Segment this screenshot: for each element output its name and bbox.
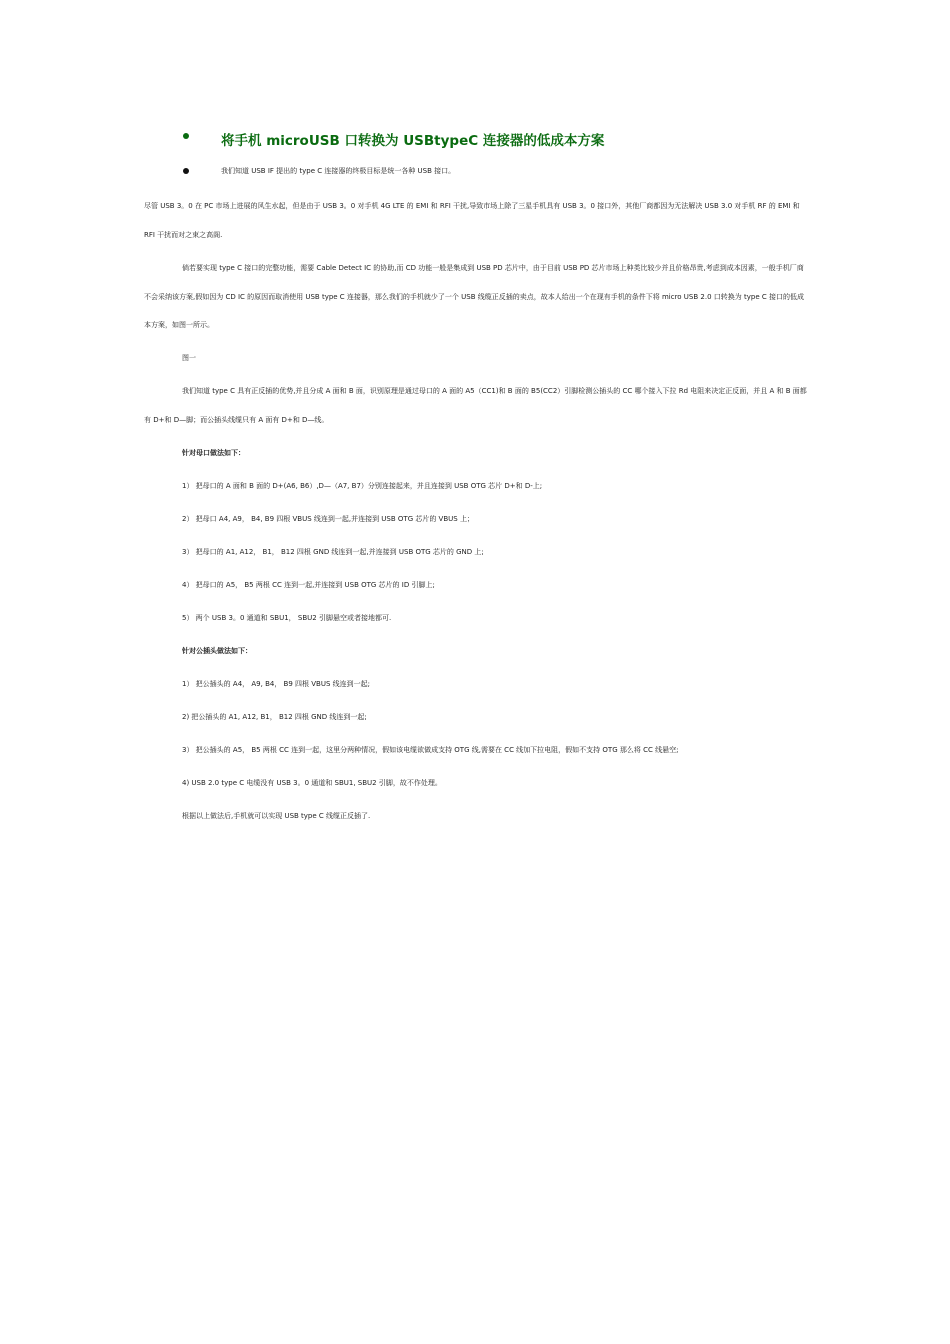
list-item: 1） 把公插头的 A4， A9, B4， B9 四根 VBUS 线连到一起; [182, 680, 370, 688]
list-item: 3） 把公插头的 A5， B5 两根 CC 连到一起，这里分两种情况，假如该电缆欲做成支持 OTG 线,需要在 CC 线加下拉电阻，假如不支持 OTG 那么将 CC 线悬空; [182, 746, 679, 754]
list-item: 3） 把母口的 A1, A12， B1， B12 四根 GND 线连到一起,并连接到 USB OTG 芯片的 GND 上; [182, 548, 484, 556]
paragraph-line: 有 D+和 D—脚；而公插头线缆只有 A 面有 D+和 D—线。 [144, 416, 329, 424]
list-item: 2) 把公插头的 A1, A12, B1， B12 四根 GND 线连到一起; [182, 713, 367, 721]
intro-bullet-row [183, 167, 456, 175]
bullet-icon [183, 168, 189, 174]
conclusion-text: 根据以上做法后,手机就可以实现 USB type C 线缆正反插了. [182, 812, 371, 820]
list-item: 5） 两个 USB 3。0 通道和 SBU1， SBU2 引脚悬空或者接地都可. [182, 614, 392, 622]
title-bullet-row [183, 133, 605, 149]
paragraph-line: 本方案，如图一所示。 [144, 321, 214, 329]
list-item: 2） 把母口 A4, A9， B4, B9 四根 VBUS 线连到一起,并连接到 USB OTG 芯片的 VBUS 上； [182, 515, 474, 523]
paragraph-line: 倘若要实现 type C 接口的完整功能，需要 Cable Detect IC 的协助,而 CD 功能一般是集成到 USB PD 芯片中，由于目前 USB PD 芯片市场上种类比较少并且价格昂贵,考虑到成本因素，一般手机厂商 [182, 264, 804, 272]
document-title: 将手机 microUSB 口转换为 USBtypeC 连接器的低成本方案 [221, 133, 605, 149]
intro-text: 我们知道 USB IF 提出的 type C 连接器的终极目标是统一各种 USB 接口。 [221, 167, 456, 175]
paragraph-line: 尽管 USB 3。0 在 PC 市场上进展的风生水起，但是由于 USB 3。0 对手机 4G LTE 的 EMI 和 RFI 干扰,导致市场上除了三星手机具有 USB 3。0 接口外，其他厂商都因为无法解决 USB 3.0 对手机 RF 的 EMI 和 [144, 202, 800, 210]
list-item: 4） 把母口的 A5， B5 两根 CC 连到一起,并连接到 USB OTG 芯片的 ID 引脚上; [182, 581, 435, 589]
figure-label: 图一 [182, 354, 196, 362]
paragraph-line: 不会采纳该方案,假如因为 CD IC 的原因而取消使用 USB type C 连接器，那么我们的手机就少了一个 USB 线缆正反插的卖点，故本人给出一个在现有手机的条件下将 micro USB 2.0 口转换为 type C 接口的低成 [144, 293, 804, 301]
male-heading: 针对公插头做法如下： [182, 647, 252, 655]
bullet-icon [183, 133, 189, 139]
paragraph-line: RFI 干扰而对之束之高阁. [144, 231, 223, 239]
list-item: 1） 把母口的 A 面和 B 面的 D+(A6, B6）,D—（A7, B7）分别连接起来，并且连接到 USB OTG 芯片 D+和 D-上; [182, 482, 543, 490]
paragraph-line: 我们知道 type C 具有正反插的优势,并且分成 A 面和 B 面，识别原理是通过母口的 A 面的 A5（CC1)和 B 面的 B5(CC2）引脚检测公插头的 CC 哪个接入下拉 Rd 电阻来决定正反面，并且 A 和 B 面都 [182, 387, 807, 395]
female-heading: 针对母口做法如下： [182, 449, 245, 457]
list-item: 4) USB 2.0 type C 电缆没有 USB 3。0 通道和 SBU1, SBU2 引脚，故不作处理。 [182, 779, 442, 787]
